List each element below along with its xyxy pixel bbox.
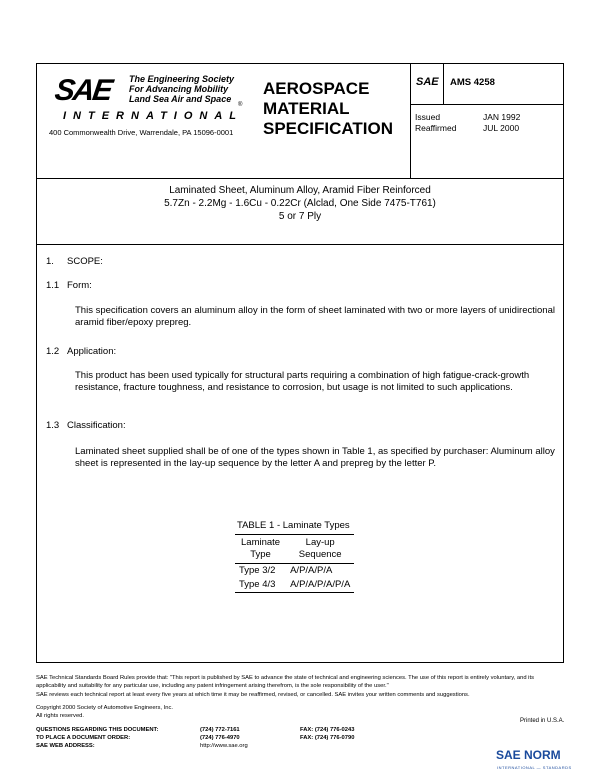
doc-type-line-2: MATERIAL [263,99,350,118]
international-label: INTERNATIONAL [63,110,244,122]
table-1-title: TABLE 1 - Laminate Types [237,520,350,531]
col-header-type-line-2: Type [250,549,271,560]
section-number: 1.3 [46,420,60,431]
col-header-seq-line-2: Sequence [298,549,342,560]
footer-copyright: Copyright 2000 Society of Automotive Engineers, Inc. [36,705,173,711]
issued-label: Issued [415,112,441,122]
org-line-3: Land Sea Air and Space [129,94,232,104]
section-1-1-text: This specification covers an aluminum alloy in the form of sheet laminated with two or more layers of unidirectional aramid fiber/epoxy prepreg. [75,305,555,328]
section-1-1-heading [46,280,92,291]
ams-number-box [410,64,563,105]
questions-tel: (724) 772-7161 [200,727,240,733]
section-1-2-text: This product has been used typically for structural parts requiring a combination of high fatigue-crack-growth resistance, fracture toughness, and resistance to corrosion, but usage is not limited to such applications. [75,370,530,393]
footer-disclaimer: SAE Technical Standards Board Rules provide that: "This report is published by SAE to advance the state of technical and engineering sciences. The use of this report is entirely voluntary, and its applicability and suitability for any particular use, including any patent infringement arising therefrom, is the sole responsibility of the user." [36,675,534,689]
col-header-seq-line-1: Lay-up [305,537,335,548]
table-header-row [235,535,354,564]
reaffirmed-date: JUL 2000 [483,123,520,133]
section-1-3-heading [46,420,126,431]
cell-sequence: A/P/A/P/A/P/A [290,579,351,590]
order-label: TO PLACE A DOCUMENT ORDER: [36,735,131,741]
org-line-1: The Engineering Society [129,74,235,84]
cell-type: Type 4/3 [239,579,276,590]
printed-in: Printed in U.S.A. [520,718,565,724]
cell-type: Type 3/2 [239,565,276,576]
col-header-type [235,535,286,564]
document-subject [37,178,563,245]
web-url[interactable]: http://www.sae.org [200,743,248,749]
subject-line-3: 5 or 7 Ply [278,211,322,222]
section-1-heading [46,256,103,267]
sae-norm-logo: SAE NORM [496,748,561,762]
subject-line-1: Laminated Sheet, Aluminum Alloy, Aramid Fiber Reinforced [169,185,431,196]
section-number: 1.2 [46,346,60,357]
doc-type-line-1: AEROSPACE [263,79,370,98]
section-title: Form: [67,280,92,291]
section-number: 1. [46,256,54,267]
registered-mark: ® [238,102,243,108]
reaffirmed-label: Reaffirmed [415,123,457,133]
web-label: SAE WEB ADDRESS: [36,743,95,749]
ams-number: AMS 4258 [450,77,495,88]
col-header-type-line-1: Laminate [241,537,281,548]
issued-date: JAN 1992 [483,112,521,122]
questions-label: QUESTIONS REGARDING THIS DOCUMENT: [36,727,159,733]
col-header-sequence [286,535,354,564]
section-title: Application: [67,346,117,357]
document-frame [36,63,564,663]
order-tel: (724) 776-4970 [200,735,240,741]
cell-sequence: A/P/A/P/A [290,565,333,576]
table-row [235,564,354,579]
sae-norm-subtitle: INTERNATIONAL — STANDARDS [497,765,572,770]
questions-fax: FAX: (724) 776-0243 [300,727,355,733]
doc-type-line-3: SPECIFICATION [263,119,394,138]
sae-address: 400 Commonwealth Drive, Warrendale, PA 15096-0001 [49,128,234,137]
footer-review-note: SAE reviews each technical report at least every five years at which time it may be reaffirmed, revised, or cancelled. SAE invites your written comments and suggestions. [36,692,470,698]
section-1-2-heading [46,346,116,357]
section-1-3-text: Laminated sheet supplied shall be of one of the types shown in Table 1, as specified by purchaser: Aluminum alloy sheet is represented in the lay-up sequence by the letter A and prepreg by the letter P. [75,446,555,469]
order-fax: FAX: (724) 776-0790 [300,735,355,741]
subject-line-2: 5.7Zn - 2.2Mg - 1.6Cu - 0.22Cr (Alclad, One Side 7475-T761) [164,198,436,209]
table-1 [235,534,354,593]
table-row [235,578,354,593]
document-header [37,64,563,179]
section-title: Classification: [67,420,126,431]
document-dates [415,112,520,134]
footer-rights: All rights reserved. [36,713,85,719]
org-line-2: For Advancing Mobility [129,84,229,94]
sae-logo-mark: SAE [52,74,114,107]
section-title: SCOPE: [67,256,103,267]
ams-sae-logo: SAE [416,76,439,88]
section-number: 1.1 [46,280,60,291]
document-type [263,79,393,139]
ams-separator [443,64,444,104]
